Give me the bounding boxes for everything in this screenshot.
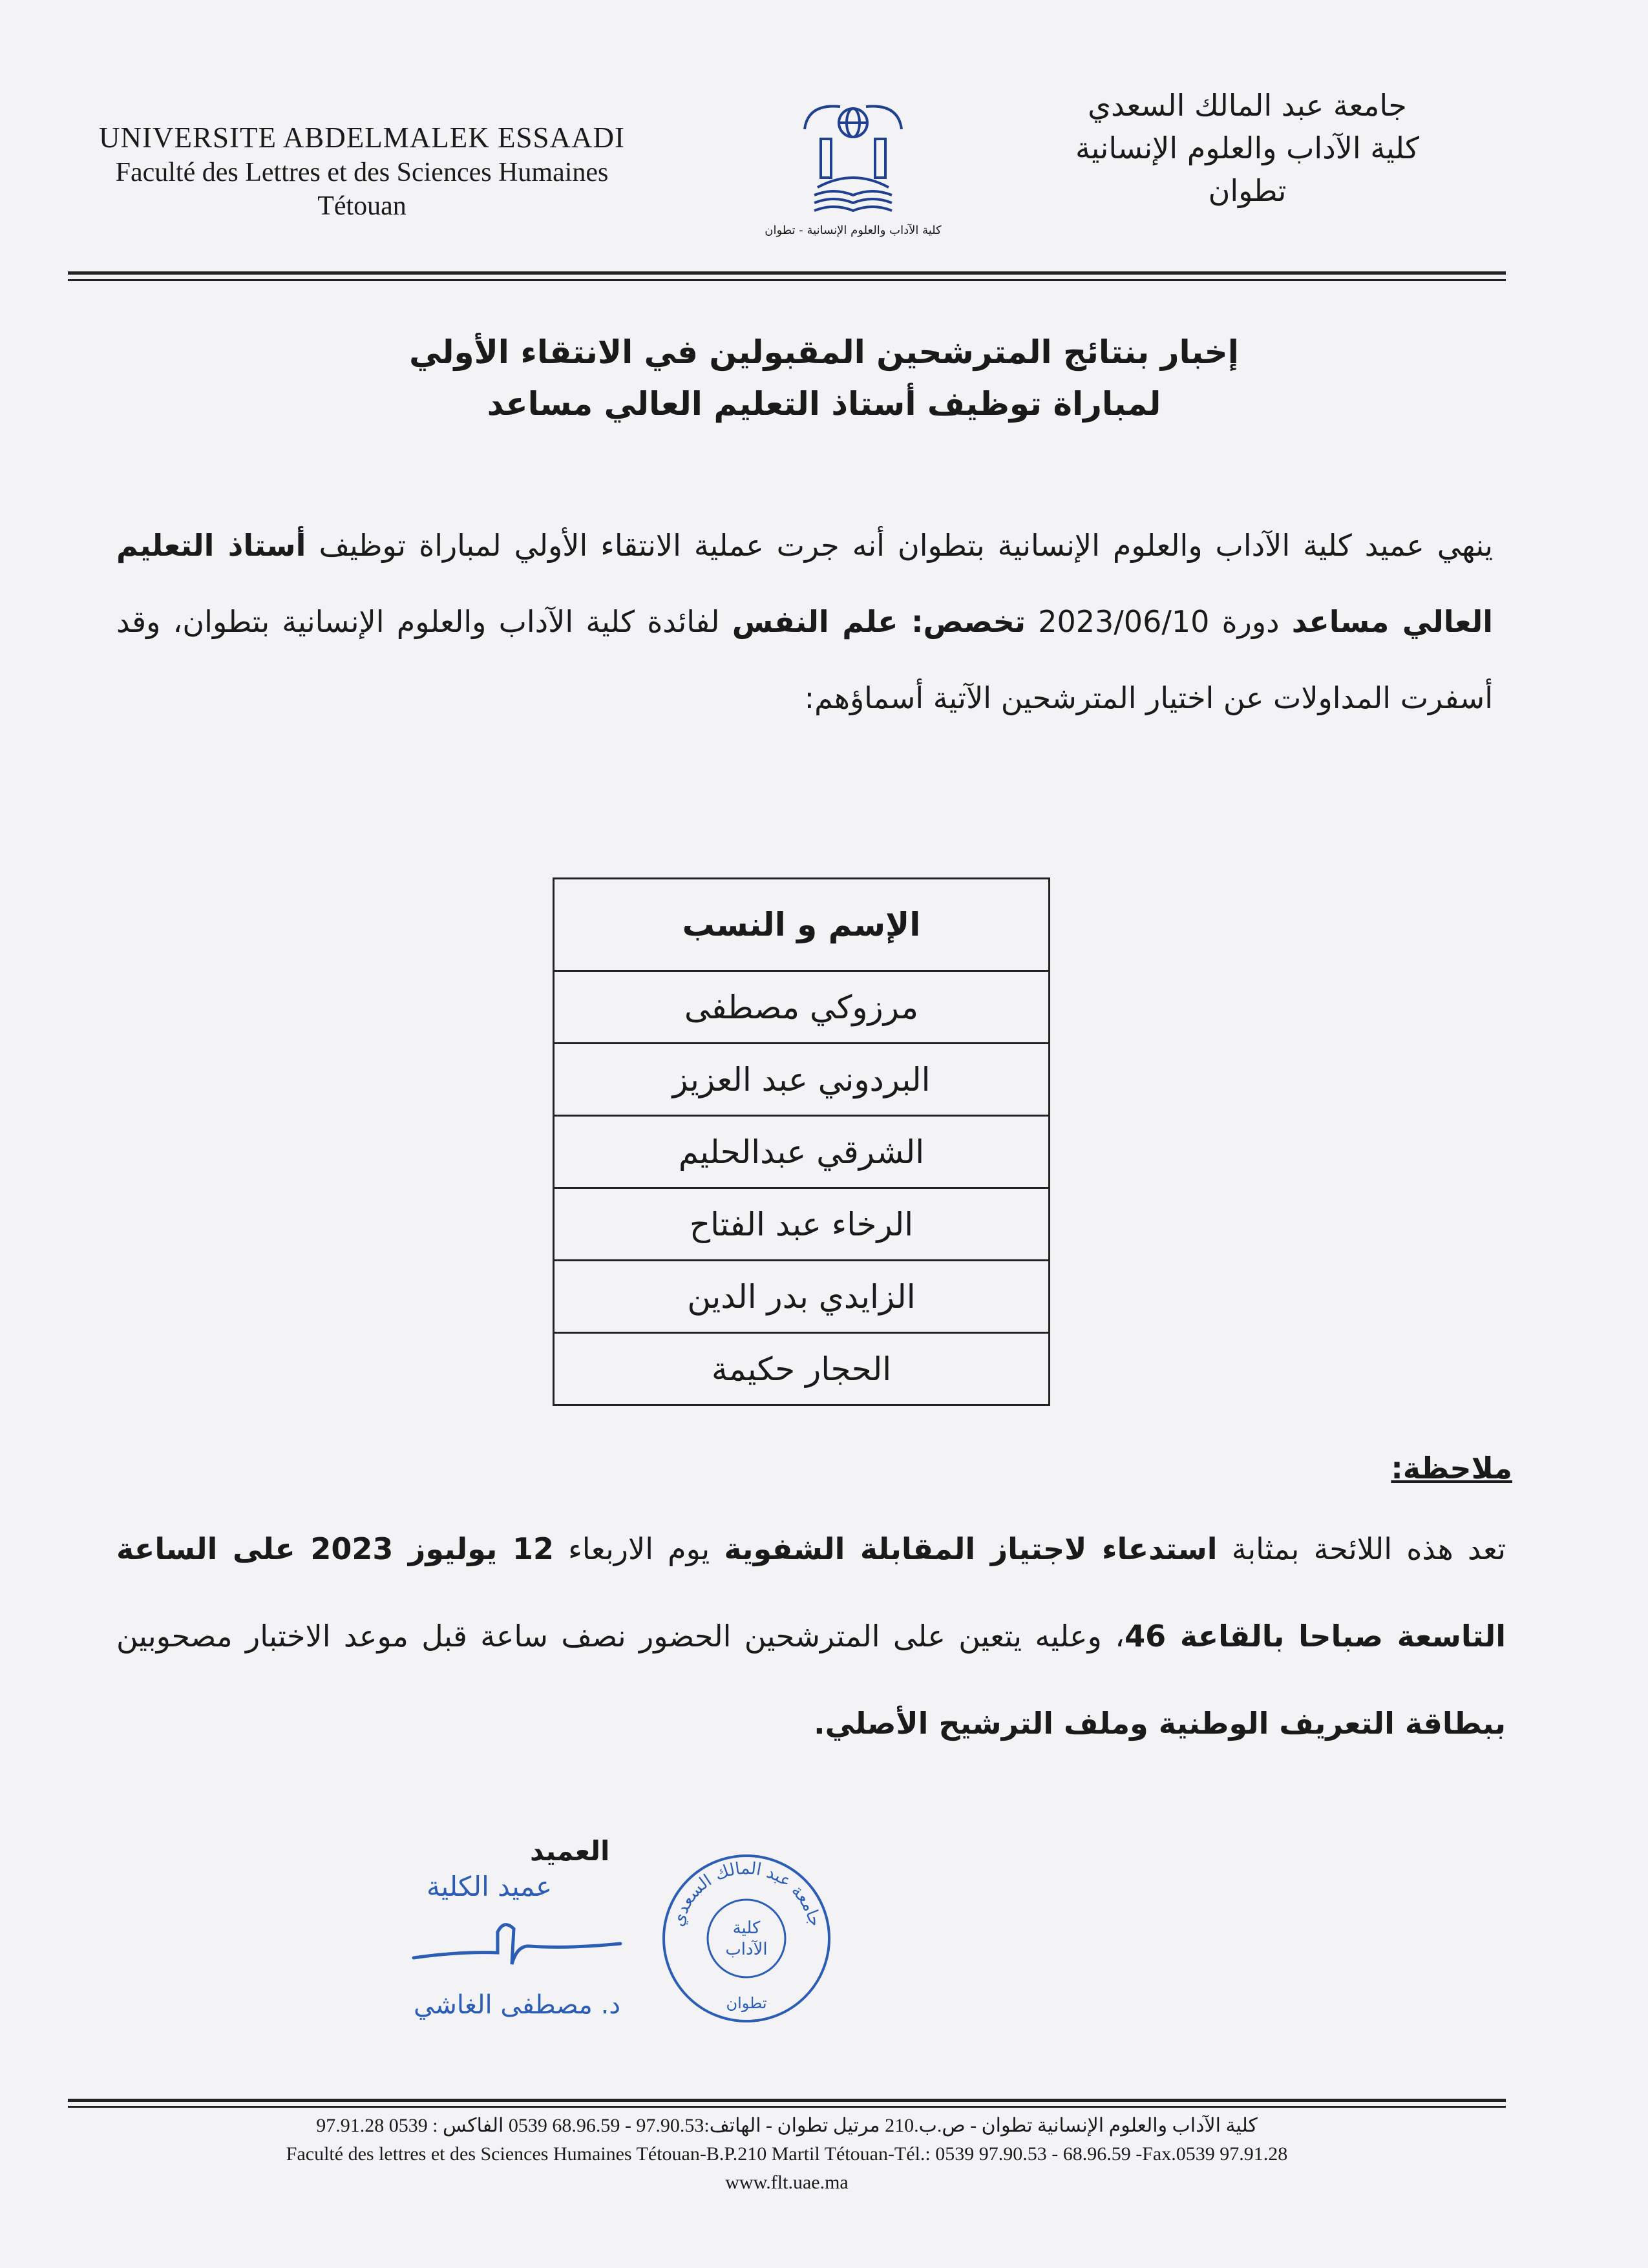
footer [68,2112,1506,2197]
footer-address-fr: Faculté des lettres et des Sciences Humaines Tétouan-B.P.210 Martil Tétouan-Tél.: 0539 97.90.53 - 68.96.59 -Fax.0539 97.91.28 [286,2143,1288,2165]
candidate-name: مرزوكي مصطفى [554,971,1050,1044]
table-row [554,1333,1050,1405]
body-session: دورة 2023/06/10 [1038,604,1280,639]
stamp-inner-text-2: الآداب [725,1940,768,1959]
header-rule [68,271,1506,275]
body-text-1: ينهي عميد كلية الآداب والعلوم الإنسانية بتطوان أنه جرت عملية الانتقاء الأولي لمباراة توظيف [319,528,1494,563]
note-text-3: ، وعليه يتعين على المترشحين الحضور نصف ساعة قبل موعد الاختبار مصحوبين [116,1619,1125,1654]
header-french [71,120,653,223]
dean-name: د. مصطفى الغاشي [414,1990,621,2020]
body-position: أستاذ التعليم العالي مساعد [116,528,1493,639]
note-text-1: تعد هذه اللائحة بمثابة [1231,1531,1506,1566]
table-row [554,971,1050,1044]
table-row [554,1044,1050,1116]
footer-website: www.flt.uae.ma [725,2172,849,2193]
header-rule-thin [68,279,1506,281]
note-text-2: يوم الاربعاء [568,1531,710,1566]
city-ar: تطوان [1208,173,1287,208]
header-arabic [1021,84,1474,212]
table-row [554,1116,1050,1188]
faculty-name-ar: كلية الآداب والعلوم الإنسانية [1075,131,1419,165]
faculty-logo [743,90,963,239]
footer-rule [68,2099,1506,2102]
candidate-name: الرخاء عبد الفتاح [554,1188,1050,1261]
dean-title-stamp: عميد الكلية [427,1871,553,1902]
document-title [194,326,1454,430]
faculty-stamp [656,1848,837,2029]
footer-address-ar: كلية الآداب والعلوم الإنسانية تطوان - ص.ب.210 مرتيل تطوان - الهاتف:97.90.53 - 68.96.59 0539 الفاكس : 0539 97.91.28 [316,2115,1258,2136]
faculty-name-fr: Faculté des Lettres et des Sciences Humaines [115,158,609,187]
dean-label: العميد [530,1835,610,1867]
body-text-2: لفائدة كلية الآداب والعلوم الإنسانية بتطوان، وقد أسفرت المداولات عن اختيار المترشحين الآتية أسماؤهم: [116,604,1493,715]
body-specialty: تخصص: علم النفس [732,604,1026,639]
note-documents: ببطاقة التعريف الوطنية وملف الترشيح الأصلي. [814,1706,1506,1741]
table-header: الإسم و النسب [554,879,1050,971]
title-line-1: إخبار بنتائج المترشحين المقبولين في الانتقاء الأولي [409,333,1239,371]
candidate-name: الحجار حكيمة [554,1333,1050,1405]
note-body [116,1506,1506,1767]
table-row [554,1261,1050,1333]
stamp-outer-text: جامعة عبد المالك السعدي [668,1858,825,1929]
city-fr: Tétouan [317,191,407,221]
university-name-ar: جامعة عبد المالك السعدي [1088,88,1407,123]
note-convocation: استدعاء لاجتياز المقابلة الشفوية [724,1531,1218,1566]
dean-signature [401,1906,633,1984]
body-paragraph [116,507,1493,736]
note-label: ملاحظة: [1391,1451,1512,1486]
university-name-fr: UNIVERSITE ABDELMALEK ESSAADI [99,121,625,154]
candidate-name: الشرقي عبدالحليم [554,1116,1050,1188]
title-line-2: لمباراة توظيف أستاذ التعليم العالي مساعد [487,385,1161,423]
candidate-name: الزايدي بدر الدين [554,1261,1050,1333]
logo-caption: كلية الآداب والعلوم الإنسانية - تطوان [765,224,942,237]
note-date-time: 12 يوليوز 2023 على الساعة التاسعة صباحا بالقاعة 46 [116,1531,1506,1654]
stamp-bottom-text: تطوان [726,1994,767,2012]
candidates-table [553,877,1050,1406]
footer-rule-thin [68,2106,1506,2108]
table-row [554,1188,1050,1261]
stamp-inner-text-1: كلية [732,1918,761,1938]
candidate-name: البردوني عبد العزيز [554,1044,1050,1116]
